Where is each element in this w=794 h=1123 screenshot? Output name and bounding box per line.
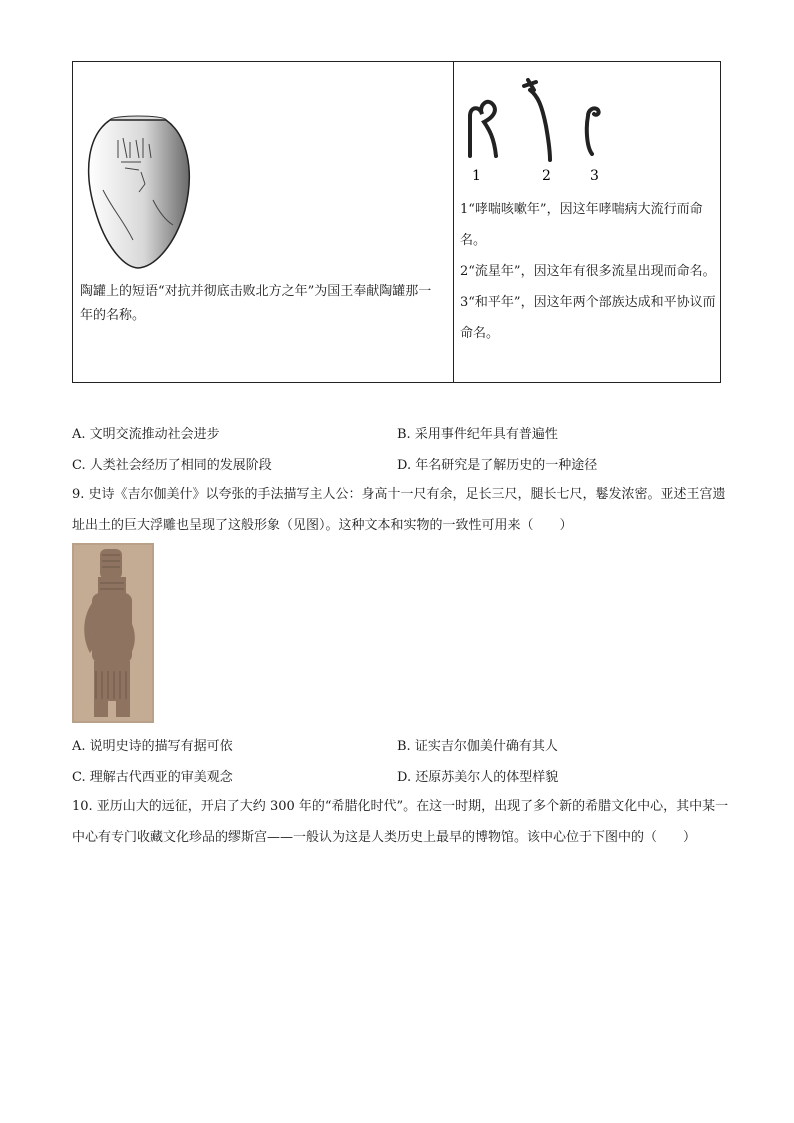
q9-stem: 9. 史诗《吉尔伽美什》以夸张的手法描写主人公：身高十一尺有余，足长三尺，腿长七尺，鬈发浓密。亚述王宫遗址出土的巨大浮雕也呈现了这般形象（见图）。这种文本和实物的一致性可用来（ ）: [72, 487, 726, 533]
q10-stem: 10. 亚历山大的远征，开启了大约 300 年的“希腊化时代”。在这一时期，出现了多个新的希腊文化中心，其中某一中心有专门收藏文化珍品的缪斯宫——一般认为这是人类历史上最早的博物馆。该中心位于下图中的（ ）: [72, 799, 729, 845]
q9-option-a[interactable]: A. 说明史诗的描写有据可依: [72, 739, 233, 754]
pictograph-image: [458, 76, 618, 186]
glyph-notes: [460, 194, 718, 349]
jar-caption: 陶罐上的短语“对抗并彻底击败北方之年”为国王奉献陶罐那一年的名称。: [80, 284, 432, 323]
table-divider: [453, 62, 454, 382]
q9-option-b[interactable]: B. 证实吉尔伽美什确有其人: [397, 739, 558, 754]
glyph-note-2: 2“流星年”，因这年有很多流星出现而命名。: [460, 264, 716, 279]
q8-option-b[interactable]: B. 采用事件纪年具有普遍性: [397, 427, 558, 442]
glyph-note-3: 3“和平年”，因这年两个部族达成和平协议而命名。: [460, 295, 716, 341]
q9-option-c[interactable]: C. 理解古代西亚的审美观念: [72, 770, 233, 785]
clay-jar-image: [83, 110, 193, 270]
glyph-label-3: 3: [590, 168, 599, 184]
glyph-note-1: 1“哮喘咳嗽年”，因这年哮喘病大流行而命名。: [460, 202, 703, 248]
gilgamesh-relief-image: [72, 543, 154, 723]
glyph-label-2: 2: [542, 168, 551, 184]
q9-option-d[interactable]: D. 还原苏美尔人的体型样貌: [397, 770, 559, 785]
q8-option-a[interactable]: A. 文明交流推动社会进步: [72, 427, 220, 442]
q8-option-d[interactable]: D. 年名研究是了解历史的一种途径: [397, 458, 598, 473]
q8-option-c[interactable]: C. 人类社会经历了相同的发展阶段: [72, 458, 272, 473]
question-8-table: [72, 61, 721, 383]
glyph-label-1: 1: [472, 168, 481, 184]
